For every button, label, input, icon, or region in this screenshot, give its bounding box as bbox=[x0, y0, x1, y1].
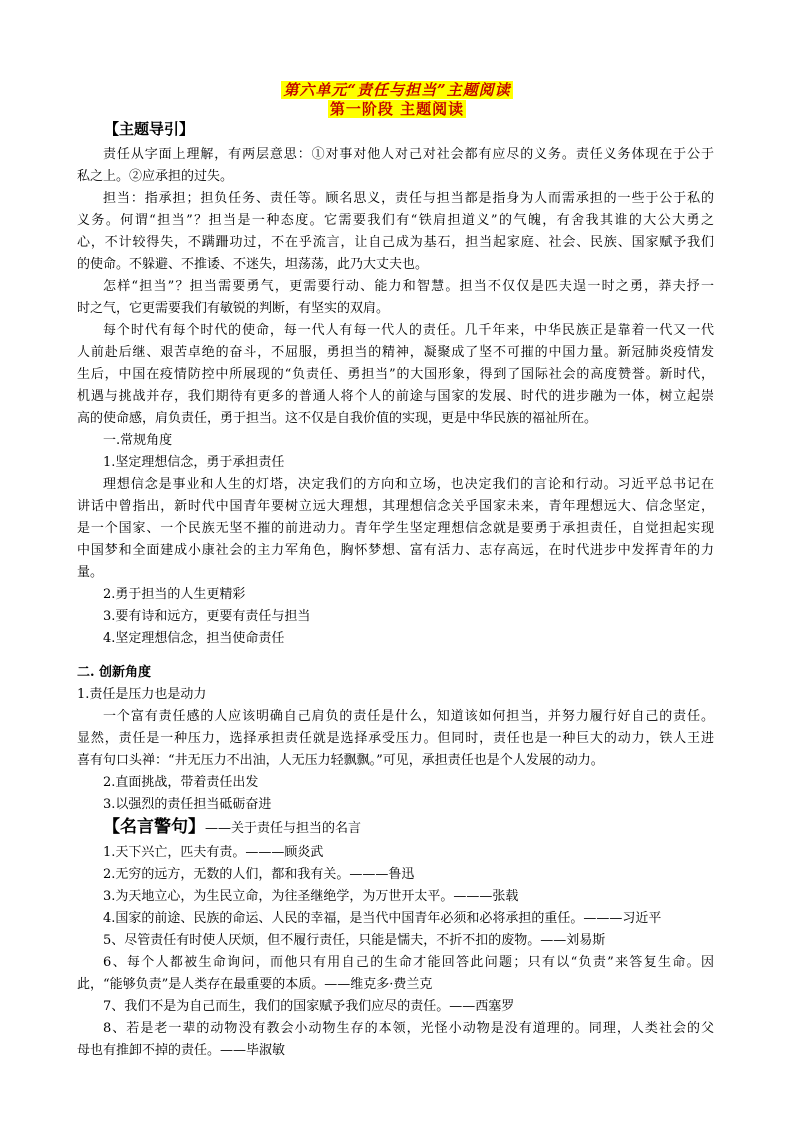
guide-p3-line: 时之气，它更需要我们有敏锐的判断，有坚实的双肩。 bbox=[77, 301, 390, 316]
regular-item-3: 3.要有诗和远方，更要有责任与担当 bbox=[103, 609, 311, 624]
quotes-heading-row bbox=[103, 814, 361, 842]
guide-p1-line: 私之上。②应承担的过失。 bbox=[77, 169, 234, 184]
guide-p4-line: 高的使命感，肩负责任，勇于担当。这不仅是自我价值的实现，更是中华民族的福祉所在。 bbox=[77, 411, 598, 426]
guide-p2-line: 心，不计较得失，不蹒跚功过，不在乎流言，让自己成为基石，担当起家庭、社会、民族、国家赋予我们 bbox=[77, 235, 714, 250]
regular-item1-text: 理想信念是事业和人生的灯塔，决定我们的方向和立场，也决定我们的言论和行动。习近平总书记在 bbox=[103, 477, 714, 492]
innovative-heading: 二. 创新角度 bbox=[77, 665, 152, 680]
innovative-item1-text: 喜有句口头禅：“井无压力不出油，人无压力轻飘飘。”可见，承担责任也是个人发展的动力。 bbox=[77, 753, 604, 768]
quote-item: 4.国家的前途、民族的命运、人民的幸福，是当代中国青年必须和必将承担的重任。———习近平 bbox=[103, 911, 662, 926]
guide-p4-line: 人前赴后继、艰苦卓绝的奋斗，不屈服，勇担当的精神，凝聚成了坚不可摧的中国力量。新冠肺炎疫情发 bbox=[77, 345, 714, 360]
unit-title: 第六单元“责任与担当”主题阅读 bbox=[283, 81, 511, 99]
quote-item: 5、尽管责任有时使人厌烦，但不履行责任，只能是懦夫，不折不扣的废物。——刘易斯 bbox=[103, 933, 606, 948]
quote-item-cont: 此，“能够负责”是人类存在最重要的本质。——维克多·费兰克 bbox=[77, 977, 433, 992]
guide-p2-line: 的使命。不躲避、不推诿、不迷失，坦荡荡，此乃大丈夫也。 bbox=[77, 257, 429, 272]
regular-item1-text: 讲话中曾指出，新时代中国青年要树立远大理想，其理想信念关乎国家未来，青年理想远大、信念坚定， bbox=[77, 499, 714, 514]
quote-item: 6、每个人都被生命询问，而他只有用自己的生命才能回答此问题；只有以“负责”来答复生命。因 bbox=[103, 955, 714, 970]
quote-item: 8、若是老一辈的动物没有教会小动物生存的本领，光怪小动物是没有道理的。同理，人类社会的父 bbox=[103, 1021, 714, 1036]
quote-item: 1.天下兴亡，匹夫有责。———顾炎武 bbox=[103, 845, 324, 860]
guide-p4-line: 生后，中国在疫情防控中所展现的“负责任、勇担当”的大国形象，得到了国际社会的高度赞誉。新时代， bbox=[77, 367, 714, 382]
guide-heading: 【主题导引】 bbox=[104, 120, 195, 138]
quote-item-cont: 母也有推卸不掉的责任。——毕淑敏 bbox=[77, 1043, 286, 1058]
innovative-item-3: 3.以强烈的责任担当砥砺奋进 bbox=[103, 797, 272, 812]
regular-item1-text: 量。 bbox=[77, 565, 104, 580]
guide-p3-line: 怎样“担当”？担当需要勇气，更需要行动、能力和智慧。担当不仅仅是匹夫逞一时之勇，莽夫抒一 bbox=[103, 279, 714, 294]
guide-p2-line: 义务。何谓“担当”？担当是一种态度。它需要我们有“铁肩担道义”的气魄，有舍我其谁的大公大勇之 bbox=[77, 213, 714, 228]
quotes-subheading: ——关于责任与担当的名言 bbox=[205, 821, 362, 836]
regular-item1-text: 中国梦和全面建成小康社会的主力军角色，胸怀梦想、富有活力、志存高远，在时代进步中发挥青年的力 bbox=[77, 543, 714, 558]
guide-p4-line: 每个时代有每个时代的使命，每一代人有每一代人的责任。几千年来，中华民族正是靠着一代又一代 bbox=[103, 323, 714, 338]
regular-item-4: 4.坚定理想信念，担当使命责任 bbox=[103, 631, 285, 646]
regular-item1-text: 是一个国家、一个民族无坚不摧的前进动力。青年学生坚定理想信念就是要勇于承担责任，自觉担起实现 bbox=[77, 521, 714, 536]
innovative-item-2: 2.直面挑战，带着责任出发 bbox=[103, 775, 259, 790]
quote-item: 7、我们不是为自己而生，我们的国家赋予我们应尽的责任。——西塞罗 bbox=[103, 999, 515, 1014]
innovative-item1-text: 显然，责任是一种压力，选择承担责任就是选择承受压力。但同时，责任也是一种巨大的动力，铁人王进 bbox=[77, 731, 714, 746]
innovative-item1-text: 一个富有责任感的人应该明确自己肩负的责任是什么，知道该如何担当，并努力履行好自己的责任。 bbox=[103, 709, 714, 724]
quote-item: 2.无穷的远方，无数的人们，都和我有关。———鲁迅 bbox=[103, 867, 415, 882]
guide-p1-line: 责任从字面上理解，有两层意思：①对事对他人对己对社会都有应尽的义务。责任义务体现在于公于 bbox=[103, 147, 714, 162]
guide-p4-line: 机遇与挑战并存，我们期待有更多的普通人将个人的前途与国家的发展、时代的进步融为一体，树立起崇 bbox=[77, 389, 714, 404]
regular-item-2: 2.勇于担当的人生更精彩 bbox=[103, 587, 246, 602]
regular-item-1: 1.坚定理想信念，勇于承担责任 bbox=[103, 455, 285, 470]
guide-p2-line: 担当：指承担；担负任务、责任等。顾名思义，责任与担当都是指身为人而需承担的一些于公于私的 bbox=[103, 191, 714, 206]
stage-title: 第一阶段 主题阅读 bbox=[329, 100, 465, 118]
quote-item: 3.为天地立心，为生民立命，为往圣继绝学，为万世开太平。———张载 bbox=[103, 889, 519, 904]
quotes-heading: 【名言警句】 bbox=[103, 817, 205, 837]
regular-heading: 一.常规角度 bbox=[103, 433, 173, 448]
innovative-item-1: 1.责任是压力也是动力 bbox=[77, 687, 207, 702]
